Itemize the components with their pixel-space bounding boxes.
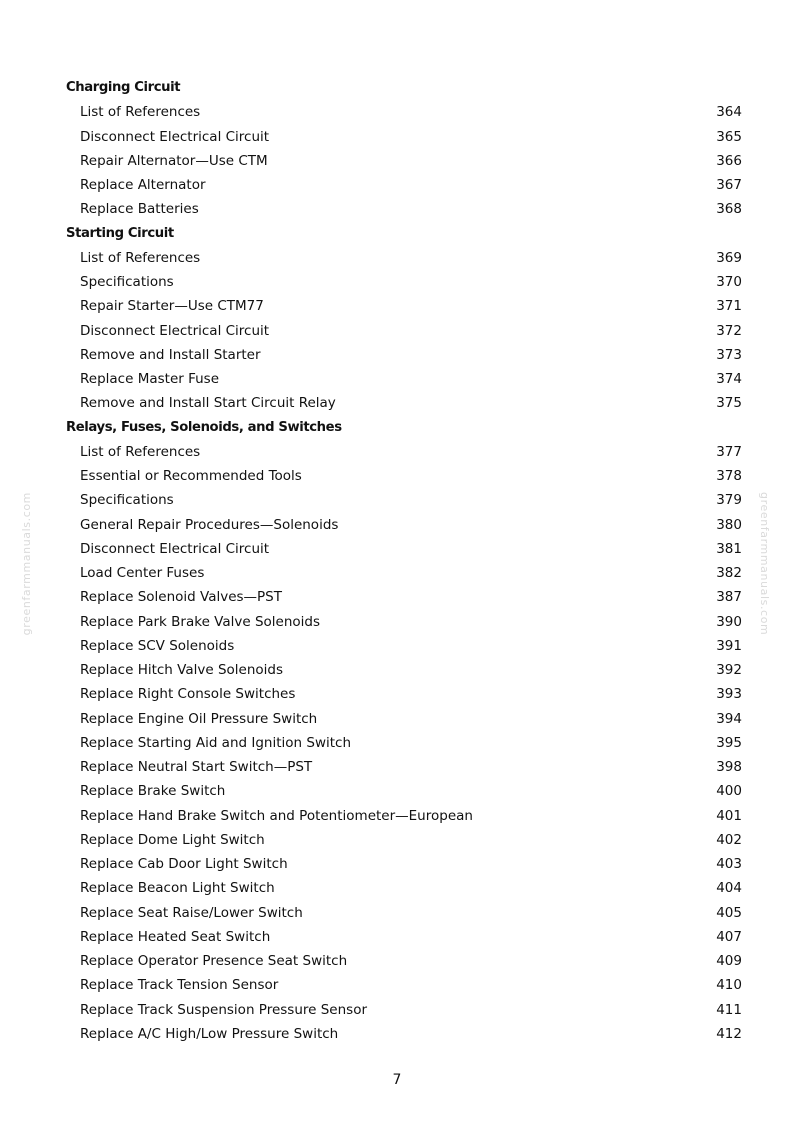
entry-page: 402 <box>716 831 742 848</box>
entry-page: 382 <box>716 565 742 581</box>
toc-entry[interactable] <box>66 391 742 415</box>
toc-entry[interactable] <box>66 998 742 1022</box>
entry-title: Disconnect Electrical Circuit <box>80 128 270 145</box>
toc-entry[interactable] <box>66 828 742 852</box>
toc-entry[interactable] <box>66 755 742 779</box>
toc-entry[interactable] <box>66 270 742 294</box>
entry-page: 409 <box>716 953 742 969</box>
entry-page: 405 <box>716 904 742 921</box>
entry-title: Replace Park Brake Valve Solenoids <box>80 613 321 630</box>
toc-entry[interactable] <box>66 343 742 367</box>
entry-page: 410 <box>716 977 742 994</box>
entry-title: Remove and Install Starter <box>80 346 261 363</box>
entry-title: Replace Neutral Start Switch—PST <box>80 759 313 775</box>
entry-page: 365 <box>716 128 742 145</box>
toc-entry[interactable] <box>66 125 742 149</box>
toc-entry[interactable] <box>66 925 742 949</box>
toc-entry[interactable] <box>66 876 742 900</box>
entry-page: 407 <box>716 928 742 945</box>
toc-entry[interactable] <box>66 173 742 197</box>
toc-entry[interactable] <box>66 658 742 682</box>
toc-entry[interactable] <box>66 319 742 343</box>
entry-title: Replace Solenoid Valves—PST <box>80 589 282 606</box>
entry-page: 400 <box>716 783 742 800</box>
toc-entry[interactable] <box>66 488 742 512</box>
entry-page: 380 <box>716 516 742 533</box>
entry-title: Specifications <box>80 274 174 290</box>
toc-entry[interactable] <box>66 246 742 270</box>
entry-title: Replace Right Console Switches <box>80 686 296 703</box>
toc-entry[interactable] <box>66 197 742 221</box>
entry-page: 411 <box>716 1001 742 1018</box>
toc-entry[interactable] <box>66 610 742 634</box>
entry-title: Repair Alternator—Use CTM <box>80 152 268 169</box>
entry-title: Disconnect Electrical Circuit <box>80 540 270 557</box>
entry-page: 366 <box>716 152 742 169</box>
entry-page: 378 <box>716 468 742 484</box>
entry-title: List of References <box>80 443 201 460</box>
table-of-contents <box>66 76 742 1046</box>
toc-entry[interactable] <box>66 901 742 925</box>
entry-title: Disconnect Electrical Circuit <box>80 322 270 339</box>
entry-page: 370 <box>716 274 742 290</box>
entry-title: Replace Brake Switch <box>80 783 226 800</box>
section-heading[interactable]: Relays, Fuses, Solenoids, and Switches <box>66 419 342 435</box>
watermark-right: greenfarmmanuals.com <box>758 492 771 636</box>
entry-page: 369 <box>716 249 742 266</box>
entry-page: 395 <box>716 734 742 751</box>
entry-title: Load Center Fuses <box>80 565 205 581</box>
entry-title: Replace Master Fuse <box>80 371 220 387</box>
entry-title: Repair Starter—Use CTM77 <box>80 298 264 315</box>
entry-page: 377 <box>716 443 742 460</box>
section-heading[interactable]: Starting Circuit <box>66 225 174 241</box>
toc-entry[interactable] <box>66 513 742 537</box>
entry-title: Replace Beacon Light Switch <box>80 880 275 897</box>
entry-page: 387 <box>716 589 742 606</box>
entry-page: 379 <box>716 492 742 509</box>
entry-page: 392 <box>716 662 742 678</box>
entry-page: 401 <box>716 807 742 824</box>
toc-entry[interactable] <box>66 973 742 997</box>
entry-title: List of References <box>80 249 201 266</box>
entry-title: Replace Engine Oil Pressure Switch <box>80 710 318 727</box>
watermark-left: greenfarmmanuals.com <box>20 492 33 636</box>
section-heading[interactable]: Charging Circuit <box>66 80 181 95</box>
entry-page: 394 <box>716 710 742 727</box>
toc-entry[interactable] <box>66 804 742 828</box>
entry-title: Specifications <box>80 492 174 509</box>
entry-page: 390 <box>716 613 742 630</box>
entry-title: Replace Starting Aid and Ignition Switch <box>80 734 352 751</box>
toc-entry[interactable] <box>66 634 742 658</box>
toc-entry[interactable] <box>66 585 742 609</box>
entry-page: 412 <box>716 1025 742 1042</box>
entry-page: 391 <box>716 637 742 654</box>
entry-page: 368 <box>716 201 742 218</box>
page-number: 7 <box>392 1072 402 1088</box>
toc-entry[interactable] <box>66 561 742 585</box>
entry-title: Remove and Install Start Circuit Relay <box>80 395 336 412</box>
entry-title: List of References <box>80 104 201 121</box>
entry-title: Replace Seat Raise/Lower Switch <box>80 904 303 921</box>
toc-entry[interactable] <box>66 1022 742 1046</box>
entry-page: 367 <box>716 177 742 193</box>
entry-title: Replace Cab Door Light Switch <box>80 856 288 872</box>
entry-title: Replace A/C High/Low Pressure Switch <box>80 1025 339 1042</box>
toc-entry[interactable] <box>66 682 742 706</box>
toc-entry[interactable] <box>66 367 742 391</box>
toc-entry[interactable] <box>66 464 742 488</box>
entry-title: Replace Hand Brake Switch and Potentiometer—European <box>80 807 473 824</box>
toc-entry[interactable] <box>66 779 742 803</box>
entry-page: 404 <box>716 880 742 897</box>
entry-page: 364 <box>716 104 742 121</box>
entry-title: Replace Track Tension Sensor <box>80 977 279 994</box>
entry-title: Replace Operator Presence Seat Switch <box>80 953 348 969</box>
entry-title: Replace SCV Solenoids <box>80 637 235 654</box>
entry-title: Replace Hitch Valve Solenoids <box>80 662 284 678</box>
entry-page: 375 <box>716 395 742 412</box>
entry-page: 371 <box>716 298 742 315</box>
entry-page: 381 <box>716 540 742 557</box>
entry-page: 398 <box>716 759 742 775</box>
entry-title: Replace Track Suspension Pressure Sensor <box>80 1001 368 1018</box>
toc-entry[interactable] <box>66 731 742 755</box>
entry-title: Replace Alternator <box>80 177 206 193</box>
entry-page: 403 <box>716 856 742 872</box>
entry-title: Replace Dome Light Switch <box>80 831 265 848</box>
entry-page: 372 <box>716 322 742 339</box>
entry-page: 373 <box>716 346 742 363</box>
entry-page: 393 <box>716 686 742 703</box>
toc-entry[interactable] <box>66 149 742 173</box>
entry-title: Essential or Recommended Tools <box>80 468 302 484</box>
entry-title: General Repair Procedures—Solenoids <box>80 516 339 533</box>
toc-entry[interactable] <box>66 707 742 731</box>
toc-entry[interactable] <box>66 852 742 876</box>
toc-entry[interactable] <box>66 949 742 973</box>
entry-page: 374 <box>716 371 742 387</box>
toc-entry[interactable] <box>66 100 742 124</box>
toc-entry[interactable] <box>66 294 742 318</box>
toc-entry[interactable] <box>66 440 742 464</box>
entry-title: Replace Batteries <box>80 201 199 218</box>
toc-entry[interactable] <box>66 537 742 561</box>
entry-title: Replace Heated Seat Switch <box>80 928 271 945</box>
